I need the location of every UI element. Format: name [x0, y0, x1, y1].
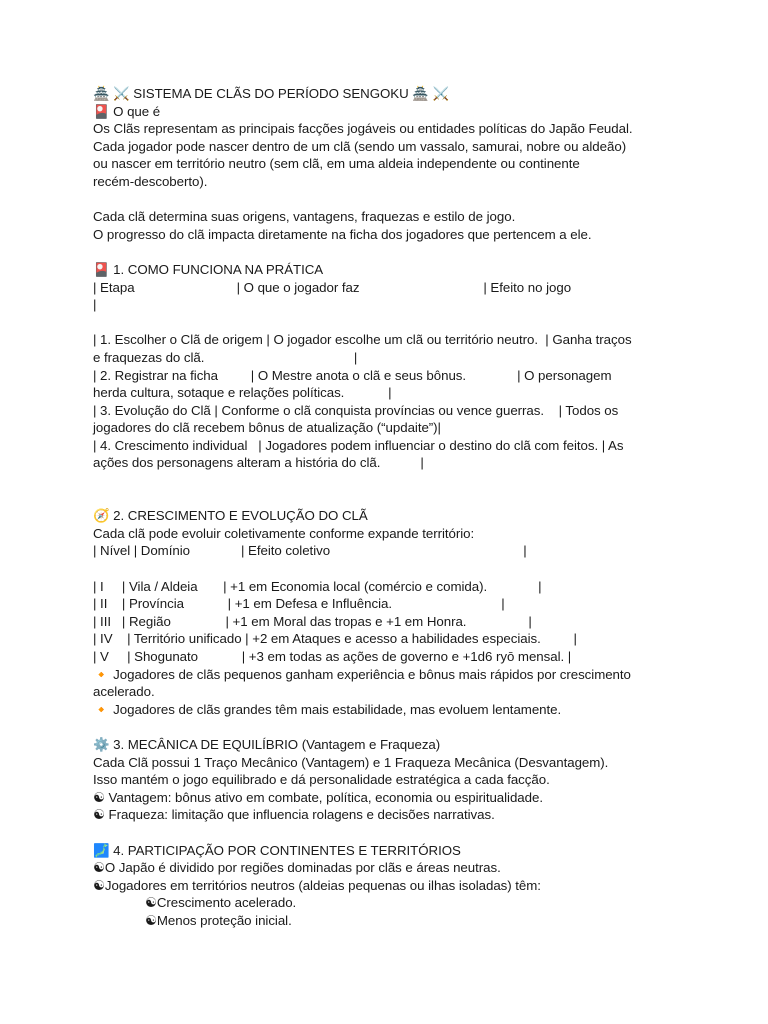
section3-heading: ⚙️ 3. MECÂNICA DE EQUILÍBRIO (Vantagem e Fraqueza) — [93, 736, 441, 752]
section3-line: Cada Clã possui 1 Traço Mecânico (Vantagem) e 1 Fraqueza Mecânica (Desvantagem). — [93, 754, 609, 770]
table-row: | V | Shogunato | +3 em todas as ações de governo e +1d6 ryō mensal. | — [93, 649, 572, 664]
table-row: jogadores do clã recebem bônus de atualização (“updaite”)| — [93, 420, 441, 436]
section2-heading: 🧭 2. CRESCIMENTO E EVOLUÇÃO DO CLÃ — [93, 508, 368, 524]
table-row: e fraquezas do clã. | — [93, 349, 358, 365]
section4-line: ☯O Japão é dividido por regiões dominadas por clãs e áreas neutras. — [93, 860, 501, 876]
note-line: acelerado. — [93, 684, 155, 700]
table-row: | III | Região | +1 em Moral das tropas e +1 em Honra. | — [93, 613, 532, 629]
table-row: ações dos personagens alteram a história do clã. | — [93, 455, 424, 471]
document-title: 🏯 ⚔️ SISTEMA DE CLÃS DO PERÍODO SENGOKU 🏯 ⚔️ — [93, 86, 449, 101]
note-line: 🔸 Jogadores de clãs grandes têm mais estabilidade, mas evoluem lentamente. — [93, 701, 562, 717]
note-line: 🔸 Jogadores de clãs pequenos ganham experiência e bônus mais rápidos por crescimento — [93, 666, 631, 682]
table-row: herda cultura, sotaque e relações políticas. | — [93, 385, 392, 401]
table-row: | II | Província | +1 em Defesa e Influência. | — [93, 596, 505, 612]
section4-heading: 🗾 4. PARTICIPAÇÃO POR CONTINENTES E TERRITÓRIOS — [93, 842, 461, 858]
table-header: | Etapa | O que o jogador faz | Efeito no jogo — [93, 279, 572, 295]
section2-desc: Cada clã pode evoluir coletivamente conforme expande território: — [93, 525, 475, 541]
intro-line: ou nascer em território neutro (sem clã, em uma aldeia independente ou continente — [93, 156, 580, 172]
section3-line: Isso mantém o jogo equilibrado e dá personalidade estratégica a cada facção. — [93, 772, 550, 788]
document-page — [93, 85, 683, 930]
intro-line: Os Clãs representam as principais facções jogáveis ou entidades políticas do Japão Feudal. — [93, 121, 633, 137]
table-row: | I | Vila / Aldeia | +1 em Economia local (comércio e comida). | — [93, 578, 542, 594]
intro-line: O progresso do clã impacta diretamente na ficha dos jogadores que pertencem a ele. — [93, 226, 592, 242]
section3-line: ☯ Fraqueza: limitação que influencia rolagens e decisões narrativas. — [93, 807, 495, 823]
table-row: | 4. Crescimento individual | Jogadores podem influenciar o destino do clã com feitos. | As — [93, 437, 624, 453]
section4-sub-line: ☯Menos proteção inicial. — [145, 912, 292, 928]
table-header: | Nível | Domínio | Efeito coletivo | — [93, 543, 527, 559]
table-row: | 3. Evolução do Clã | Conforme o clã conquista províncias ou vence guerras. | Todos os — [93, 402, 619, 418]
intro-line: recém-descoberto). — [93, 173, 208, 189]
section4-line: ☯Jogadores em territórios neutros (aldeias pequenas ou ilhas isoladas) têm: — [93, 877, 541, 893]
table-row: | 1. Escolher o Clã de origem | O jogador escolhe um clã ou território neutro. | Ganha traços — [93, 332, 632, 348]
intro-line: Cada clã determina suas origens, vantagens, fraquezas e estilo de jogo. — [93, 209, 516, 225]
section4-sub-line: ☯Crescimento acelerado. — [145, 895, 297, 911]
intro-line: Cada jogador pode nascer dentro de um clã (sendo um vassalo, samurai, nobre ou aldeão) — [93, 138, 627, 154]
table-row: | 2. Registrar na ficha | O Mestre anota o clã e seus bônus. | O personagem — [93, 367, 612, 383]
table-row: | IV | Território unificado | +2 em Ataques e acesso a habilidades especiais. | — [93, 631, 577, 647]
section3-line: ☯ Vantagem: bônus ativo em combate, política, economia ou espiritualidade. — [93, 789, 543, 805]
intro-heading: 🎴 O que é — [93, 103, 161, 119]
section1-heading: 🎴 1. COMO FUNCIONA NA PRÁTICA — [93, 261, 324, 277]
table-header: | — [93, 297, 97, 313]
